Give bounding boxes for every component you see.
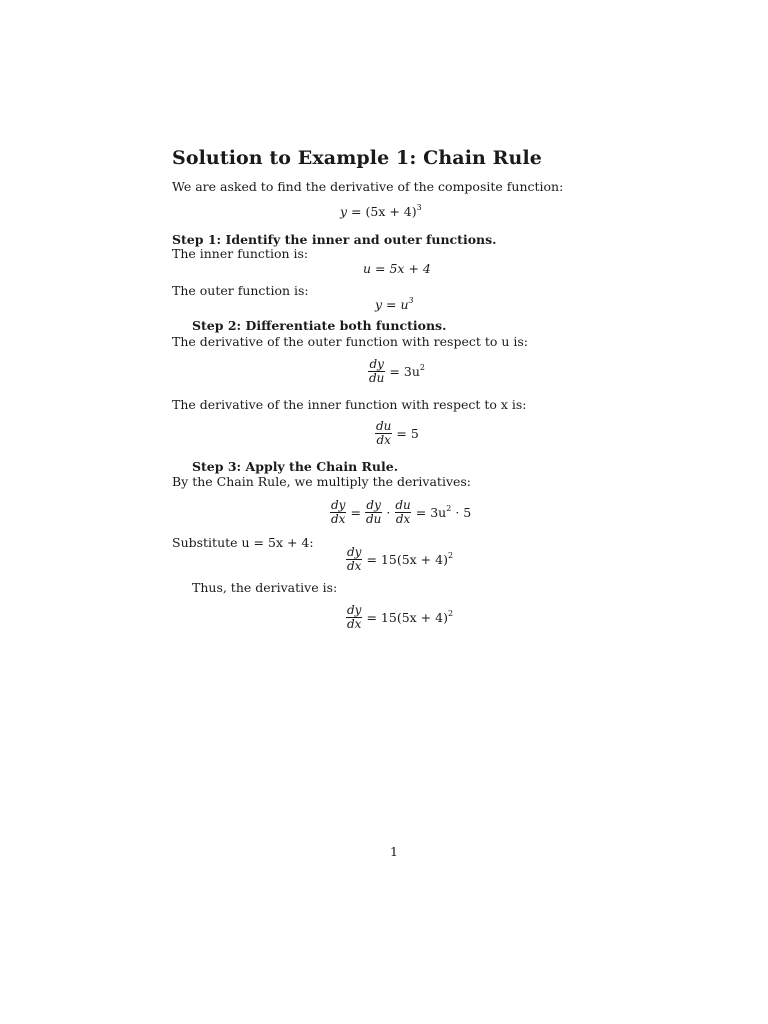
page-title: Solution to Example 1: Chain Rule: [172, 147, 542, 169]
subst-rhs: = $15(5x + 4)^2$: [366, 551, 454, 567]
chain-rule-equation: [328, 499, 473, 526]
chain-dy-du-fraction: $\frac{dy}{du}$: [365, 498, 382, 526]
final-dy-dx-fraction: $\frac{dy}{dx}$: [347, 603, 362, 631]
chain-du-dx-fraction: $\frac{du}{dx}$: [395, 498, 411, 526]
fraction-numerator: du: [376, 419, 392, 433]
main-eq-lhs: y: [340, 204, 348, 219]
page-number: 1: [390, 844, 398, 859]
fraction-numerator: dy: [369, 357, 384, 371]
step3-text: By the Chain Rule, we multiply the derivatives:: [172, 474, 472, 489]
dy-du-fraction: [368, 358, 385, 385]
fraction-denominator: dx: [376, 433, 391, 447]
step1-heading: Step 1: Identify the inner and outer functions.: [172, 232, 497, 247]
outer-eq-base: y = u: [375, 297, 409, 312]
outer-function-equation: [375, 297, 414, 312]
thus-text: Thus, the derivative is:: [192, 580, 338, 595]
inner-derivative-equation: [373, 420, 421, 447]
multiply-dot: ·: [386, 505, 391, 520]
step3-heading: Step 3: Apply the Chain Rule.: [192, 459, 399, 474]
step2-outer-deriv-text: The derivative of the outer function with respect to u is:: [172, 334, 529, 349]
main-equation: [340, 204, 422, 219]
substitute-text: Substitute u = 5x + 4:: [172, 535, 314, 550]
step2-inner-deriv-text: The derivative of the inner function with respect to x is:: [172, 397, 527, 412]
intro-text: We are asked to find the derivative of the composite function:: [172, 179, 564, 194]
outer-eq-exponent: 3: [408, 296, 414, 305]
inner-function-equation: u = 5x + 4: [363, 261, 431, 276]
inner-deriv-rhs: = 5: [396, 426, 419, 441]
chain-dy-dx-fraction: $\frac{dy}{dx}$: [331, 498, 346, 526]
outer-derivative-equation: [366, 358, 427, 385]
step1-outer-text: The outer function is:: [172, 283, 309, 298]
du-dx-fraction: [375, 420, 392, 447]
subst-dy-dx-fraction: $\frac{dy}{dx}$: [347, 545, 362, 573]
step2-heading: Step 2: Differentiate both functions.: [192, 318, 447, 333]
main-eq-rhs: = (5x + 4): [351, 204, 417, 219]
step1-inner-text: The inner function is:: [172, 246, 309, 261]
fraction-denominator: du: [369, 371, 385, 385]
outer-deriv-rhs: = $3u^2$: [389, 363, 425, 379]
final-rhs: = $15(5x + 4)^2$: [366, 609, 454, 625]
main-eq-exponent: 3: [416, 203, 422, 212]
final-equation: [344, 604, 455, 631]
substituted-equation: [344, 546, 455, 573]
chain-rhs: = $3u^2 \cdot 5$: [415, 504, 472, 520]
equals-sign: =: [350, 505, 361, 520]
